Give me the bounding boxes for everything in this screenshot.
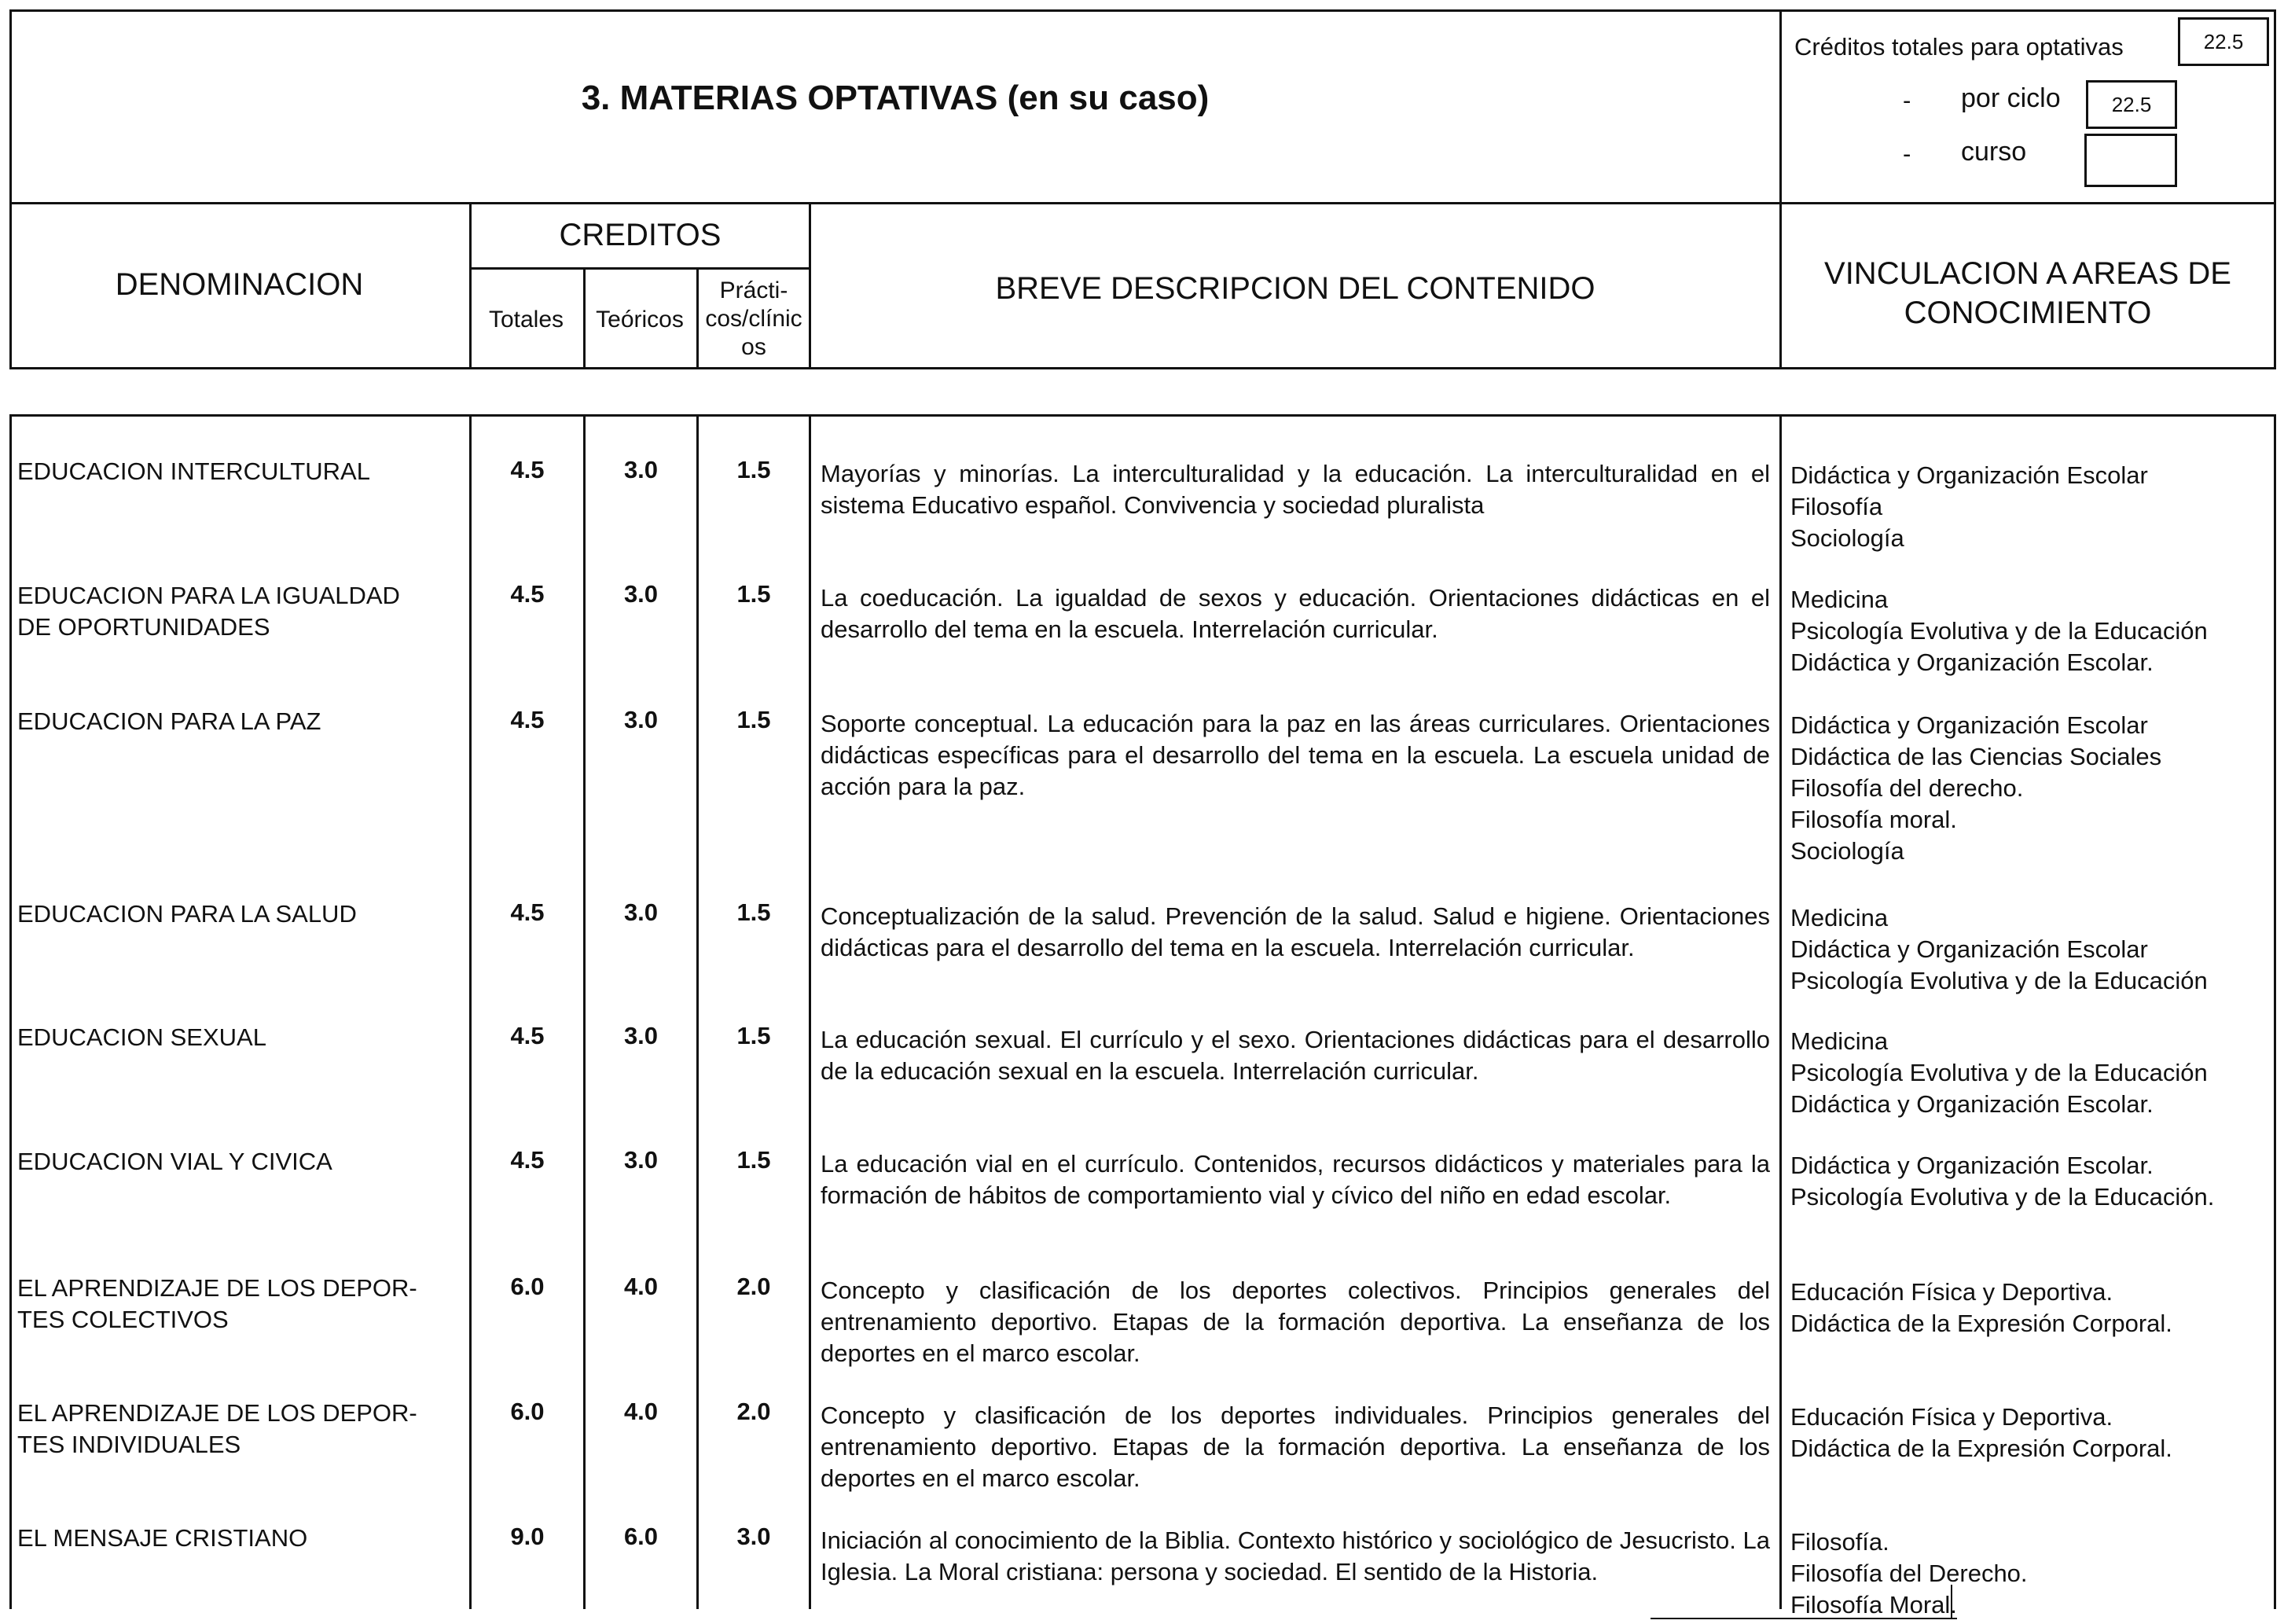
row-areas [1790, 584, 2270, 678]
border-left [9, 9, 12, 369]
row-denominacion-line: EDUCACION INTERCULTURAL [17, 457, 370, 485]
row-descripcion: Concepto y clasificación de los deportes individuales. Principios generales del entrenamiento deportivo. Etapas de la formación deportiva. La enseñanza de los deportes en el marco escolar. [821, 1402, 1770, 1492]
row-descripcion: La educación sexual. El currículo y el sexo. Orientaciones didácticas para el desarrollo de la educación sexual en la escuela. Interrelación curricular. [821, 1026, 1770, 1085]
row-teoricos: 6.0 [623, 1523, 659, 1550]
row-practicos: 1.5 [736, 1146, 771, 1174]
row-descripcion: La educación vial en el currículo. Contenidos, recursos didácticos y materiales para la formación de hábitos de comportamiento vial y cívico del niño en edad escolar. [821, 1150, 1770, 1209]
por-ciclo-label: por ciclo [1961, 83, 2061, 113]
row-denominacion-line: TES INDIVIDUALES [17, 1431, 241, 1458]
col-practicos [696, 277, 811, 362]
row-area-item: Psicología Evolutiva y de la Educación [1790, 967, 2208, 994]
row-denominacion-line: EDUCACION VIAL Y CIVICA [17, 1148, 332, 1175]
row-denominacion [17, 580, 457, 643]
row-totales: 4.5 [510, 580, 545, 608]
row-areas [1790, 1527, 2270, 1621]
body-col-div-5 [1779, 414, 1782, 1609]
row-practicos: 1.5 [736, 456, 771, 483]
row-practicos: 1.5 [736, 898, 771, 926]
row-denominacion [17, 1273, 457, 1336]
row-area-item: Filosofía del derecho. [1790, 774, 2024, 802]
col-vinculacion [1782, 254, 2274, 333]
page-title: 3. MATERIAS OPTATIVAS (en su caso) [581, 79, 1210, 117]
row-totales: 4.5 [510, 1146, 545, 1174]
row-denominacion-line: DE OPORTUNIDADES [17, 613, 270, 641]
row-area-item: Psicología Evolutiva y de la Educación. [1790, 1183, 2215, 1211]
row-totales: 6.0 [510, 1273, 545, 1300]
row-area-item: Filosofía del Derecho. [1790, 1560, 2028, 1587]
row-areas [1790, 710, 2270, 867]
row-descripcion: Concepto y clasificación de los deportes colectivos. Principios generales del entrenamiento deportivo. Etapas de la formación deportiva. La enseñanza de los deportes en el marco escolar. [821, 1277, 1770, 1367]
row-denominacion-line: EDUCACION PARA LA IGUALDAD [17, 582, 400, 609]
row-denominacion-line: EDUCACION SEXUAL [17, 1023, 266, 1051]
border-top [9, 9, 2276, 12]
row-denominacion-line: TES COLECTIVOS [17, 1306, 229, 1333]
row-denominacion [17, 898, 457, 930]
row-area-item: Didáctica y Organización Escolar [1790, 935, 2148, 963]
col-descripcion: BREVE DESCRIPCION DEL CONTENIDO [995, 271, 1595, 306]
row-area-item: Sociología [1790, 837, 1904, 865]
row-denominacion-line: EDUCACION PARA LA SALUD [17, 900, 357, 928]
por-ciclo-value: 22.5 [2111, 92, 2152, 116]
row-teoricos: 4.0 [623, 1273, 659, 1300]
row-practicos: 1.5 [736, 706, 771, 733]
creditos-totales-label: Créditos totales para optativas [1794, 33, 2124, 61]
col-totales: Totales [488, 307, 564, 333]
row-area-item: Psicología Evolutiva y de la Educación [1790, 1059, 2208, 1086]
row-area-item: Medicina [1790, 904, 1889, 931]
row-denominacion [17, 1146, 457, 1178]
body-col-div-4 [809, 414, 811, 1609]
row-totales: 9.0 [510, 1523, 545, 1550]
row-teoricos: 3.0 [623, 1022, 659, 1049]
row-descripcion: Mayorías y minorías. La interculturalidad y la educación. La interculturalidad en el sistema Educativo español. Convivencia y sociedad pluralista [821, 460, 1770, 519]
col-vinculacion-line1: VINCULACION A AREAS DE [1824, 256, 2231, 291]
row-practicos: 2.0 [736, 1398, 771, 1425]
row-totales: 4.5 [510, 1022, 545, 1049]
row-teoricos: 3.0 [623, 456, 659, 483]
row-descripcion: La coeducación. La igualdad de sexos y educación. Orientaciones didácticas en el desarrollo del tema en la escuela. Interrelación curricular. [821, 584, 1770, 643]
row-area-item: Didáctica y Organización Escolar [1790, 711, 2148, 739]
row-denominacion-line: EDUCACION PARA LA PAZ [17, 707, 321, 735]
row-denominacion-line: EL APRENDIZAJE DE LOS DEPOR- [17, 1274, 417, 1302]
row-denominacion [17, 1398, 457, 1460]
border-header-bottom [9, 367, 2276, 369]
col-teoricos: Teóricos [596, 307, 684, 333]
row-denominacion-line: EL APRENDIZAJE DE LOS DEPOR- [17, 1399, 417, 1427]
row-practicos: 1.5 [736, 1022, 771, 1049]
row-descripcion: Iniciación al conocimiento de la Biblia. Contexto histórico y sociológico de Jesucristo. La Iglesia. La Moral cristiana: persona y sociedad. El sentido de la Historia. [821, 1527, 1770, 1585]
row-area-item: Didáctica de la Expresión Corporal. [1790, 1435, 2172, 1462]
row-areas [1790, 1026, 2270, 1120]
row-area-item: Didáctica de las Ciencias Sociales [1790, 743, 2162, 770]
col-creditos: CREDITOS [559, 218, 722, 252]
row-denominacion [17, 456, 457, 487]
curso-dash: - [1903, 140, 1911, 167]
border-right [2274, 9, 2276, 369]
row-area-item: Educación Física y Deportiva. [1790, 1403, 2113, 1431]
row-areas [1790, 1402, 2270, 1464]
col-practicos-line1: Prácti- [719, 277, 788, 303]
row-practicos: 2.0 [736, 1273, 771, 1300]
row-area-item: Psicología Evolutiva y de la Educación [1790, 617, 2208, 645]
curso-label: curso [1961, 137, 2027, 167]
row-area-item: Didáctica y Organización Escolar [1790, 461, 2148, 489]
row-denominacion [17, 1523, 457, 1554]
body-border-top [9, 414, 2276, 417]
row-area-item: Didáctica y Organización Escolar. [1790, 648, 2154, 676]
row-area-item: Filosofía. [1790, 1528, 1889, 1556]
col-vinculacion-line2: CONOCIMIENTO [1904, 296, 2152, 330]
row-area-item: Medicina [1790, 586, 1889, 613]
row-totales: 6.0 [510, 1398, 545, 1425]
row-area-item: Filosofía Moral. [1790, 1591, 1957, 1618]
row-teoricos: 3.0 [623, 580, 659, 608]
row-denominacion [17, 1022, 457, 1053]
row-teoricos: 3.0 [623, 706, 659, 733]
row-area-item: Didáctica y Organización Escolar. [1790, 1152, 2154, 1179]
por-ciclo-dash: - [1903, 86, 1911, 114]
row-practicos: 1.5 [736, 580, 771, 608]
row-teoricos: 3.0 [623, 1146, 659, 1174]
creditos-totales-value: 22.5 [2203, 29, 2244, 53]
row-descripcion: Soporte conceptual. La educación para la paz en las áreas curriculares. Orientaciones didácticas específicas para el desarrollo del tema en la escuela. La escuela unidad de acción para la paz. [821, 710, 1770, 800]
body-border-right [2274, 414, 2276, 1609]
por-ciclo-box [2086, 80, 2177, 129]
row-areas [1790, 1150, 2270, 1213]
creditos-totales-box [2178, 17, 2269, 66]
body-border-left [9, 414, 12, 1609]
row-descripcion: Conceptualización de la salud. Prevención de la salud. Salud e higiene. Orientaciones didácticas para el desarrollo del tema en la escuela. Interrelación curricular. [821, 902, 1770, 961]
col-practicos-line2: cos/clínic [705, 306, 802, 332]
row-areas [1790, 1277, 2270, 1339]
row-practicos: 3.0 [736, 1523, 771, 1550]
row-areas [1790, 902, 2270, 997]
border-creditos-sub [469, 267, 811, 270]
row-area-item: Didáctica y Organización Escolar. [1790, 1090, 2154, 1118]
row-teoricos: 4.0 [623, 1398, 659, 1425]
row-totales: 4.5 [510, 456, 545, 483]
row-area-item: Filosofía moral. [1790, 806, 1957, 833]
row-teoricos: 3.0 [623, 898, 659, 926]
row-totales: 4.5 [510, 898, 545, 926]
row-area-item: Filosofía [1790, 493, 1883, 520]
row-denominacion [17, 706, 457, 737]
row-area-item: Educación Física y Deportiva. [1790, 1278, 2113, 1306]
row-area-item: Didáctica de la Expresión Corporal. [1790, 1310, 2172, 1337]
row-totales: 4.5 [510, 706, 545, 733]
col-practicos-line3: os [741, 334, 766, 360]
row-denominacion-line: EL MENSAJE CRISTIANO [17, 1524, 308, 1552]
row-area-item: Medicina [1790, 1027, 1889, 1055]
row-area-item: Sociología [1790, 524, 1904, 552]
border-title-bottom [9, 202, 2276, 204]
col-denominacion: DENOMINACION [115, 267, 364, 302]
row-areas [1790, 460, 2270, 554]
curso-box [2084, 134, 2177, 187]
